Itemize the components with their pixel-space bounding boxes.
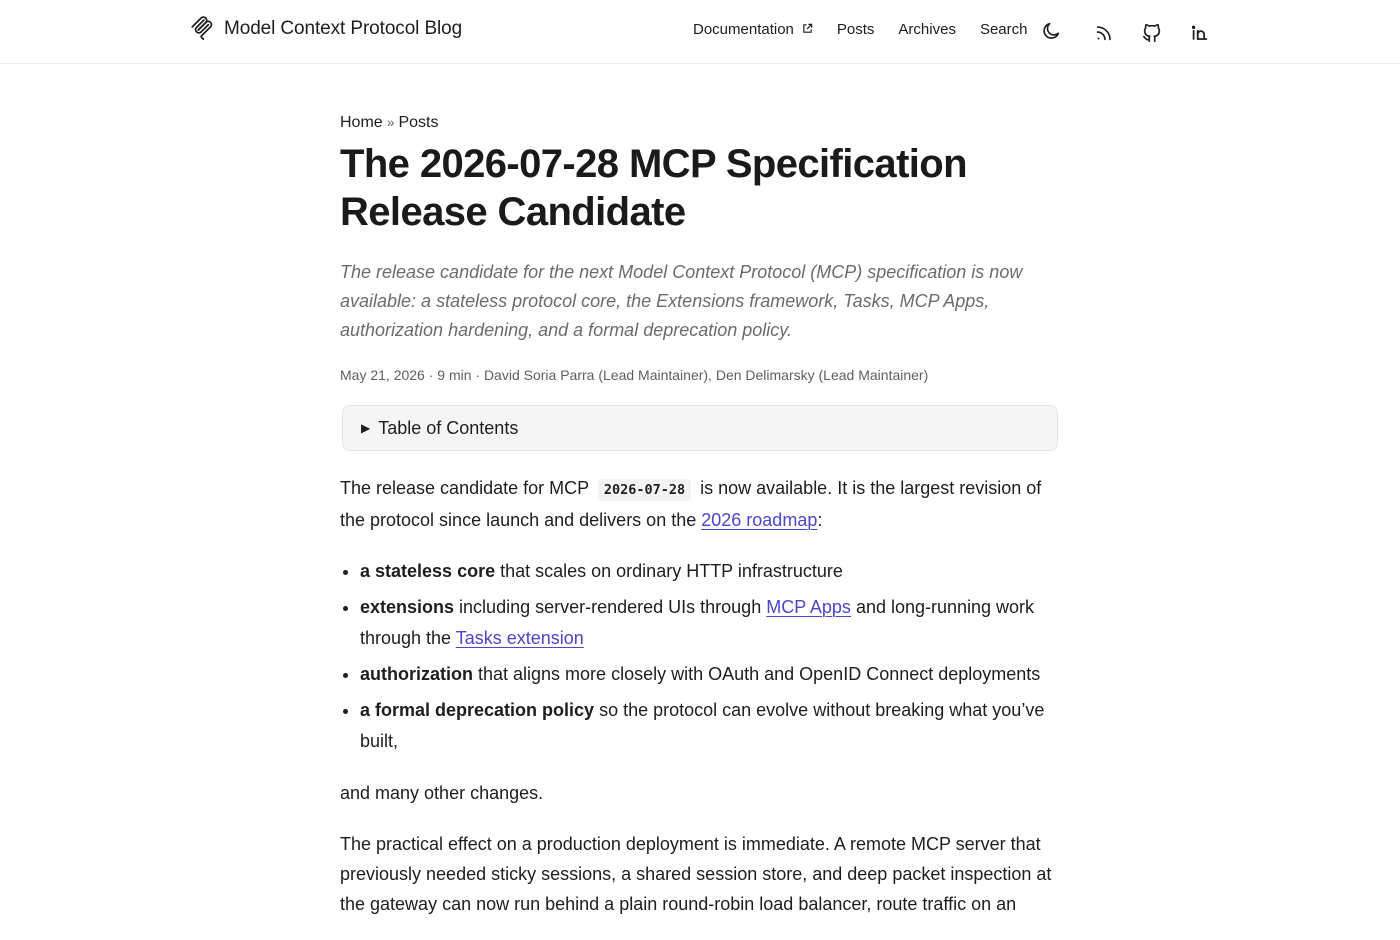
list-item-text: and long-running work through the [360, 597, 1035, 648]
post-description: The release candidate for the next Model Context Protocol (MCP) specification is now available: a stateless protocol core, the Extensions framework, Tasks, MCP Apps, authorization hardening, and a formal deprecation policy. [340, 262, 1023, 340]
list-item-bold: authorization [360, 664, 473, 684]
nav-posts-link[interactable]: Posts [836, 21, 875, 38]
site-logo-link[interactable] [189, 15, 462, 41]
list-item [360, 695, 1060, 757]
list-item-text: that aligns more closely with OAuth and OpenID Connect deployments [473, 664, 1041, 684]
nav-documentation-label: Documentation [693, 21, 794, 38]
intro-colon: : [817, 510, 823, 530]
external-link-icon [802, 23, 813, 34]
intro-text-after: is now available. It is the largest revision of the protocol since launch and delivers on the [340, 478, 1042, 530]
linkedin-icon[interactable] [1189, 22, 1211, 44]
nav-search-link[interactable]: Search [979, 21, 1028, 38]
mcp-logo-icon [189, 15, 215, 41]
list-item [360, 659, 1060, 690]
toc-label: Table of Contents [378, 417, 519, 438]
list-item-bold: a formal deprecation policy [360, 700, 595, 720]
disclosure-triangle-icon: ▶ [361, 421, 371, 435]
intro-text-before: The release candidate for MCP [340, 478, 589, 498]
intro-paragraph [340, 473, 1060, 535]
roadmap-link[interactable]: 2026 roadmap [701, 510, 818, 530]
theme-toggle-moon-icon[interactable] [1040, 20, 1062, 42]
breadcrumb-separator: » [386, 114, 395, 130]
nav-archives-link[interactable]: Archives [898, 21, 956, 38]
site-header [0, 0, 1400, 64]
list-item-bold: a stateless core [360, 561, 496, 581]
table-of-contents-toggle[interactable] [342, 405, 1058, 451]
post-meta: May 21, 2026 · 9 min · David Soria Parra (Lead Maintainer), Den Delimarsky (Lead Maintainer) [340, 367, 929, 383]
mcp-apps-link[interactable]: MCP Apps [766, 597, 851, 617]
post-title: The 2026-07-28 MCP Specification Release Candidate [340, 142, 967, 234]
github-icon[interactable] [1141, 22, 1163, 44]
list-item-text: so the protocol can evolve without breaking what you’ve built, [360, 700, 1045, 751]
list-item-bold: extensions [360, 597, 455, 617]
post-main [340, 114, 1060, 940]
version-code: 2026-07-28 [598, 479, 691, 501]
list-item [360, 592, 1060, 654]
body-paragraph: The practical effect on a production deployment is immediate. A remote MCP server that previously needed sticky sessions, a shared session store, and deep packet inspection at the gateway can now run behind a plain round-robin load balancer, route traffic on an [340, 834, 1052, 914]
nav-documentation-link[interactable] [693, 21, 813, 38]
list-item [360, 556, 1060, 587]
list-item-text: that scales on ordinary HTTP infrastructure [495, 561, 843, 581]
breadcrumb [340, 114, 1060, 136]
rss-icon[interactable] [1093, 22, 1115, 44]
breadcrumb-posts-link[interactable]: Posts [398, 114, 439, 131]
main-nav [693, 21, 1027, 38]
post-content [340, 473, 1060, 919]
site-title: Model Context Protocol Blog [224, 18, 463, 39]
list-item-text: including server-rendered UIs through [454, 597, 767, 617]
tasks-extension-link[interactable]: Tasks extension [455, 628, 584, 648]
after-list-paragraph: and many other changes. [340, 783, 544, 803]
feature-list [360, 556, 1060, 757]
breadcrumb-home-link[interactable]: Home [340, 114, 383, 131]
